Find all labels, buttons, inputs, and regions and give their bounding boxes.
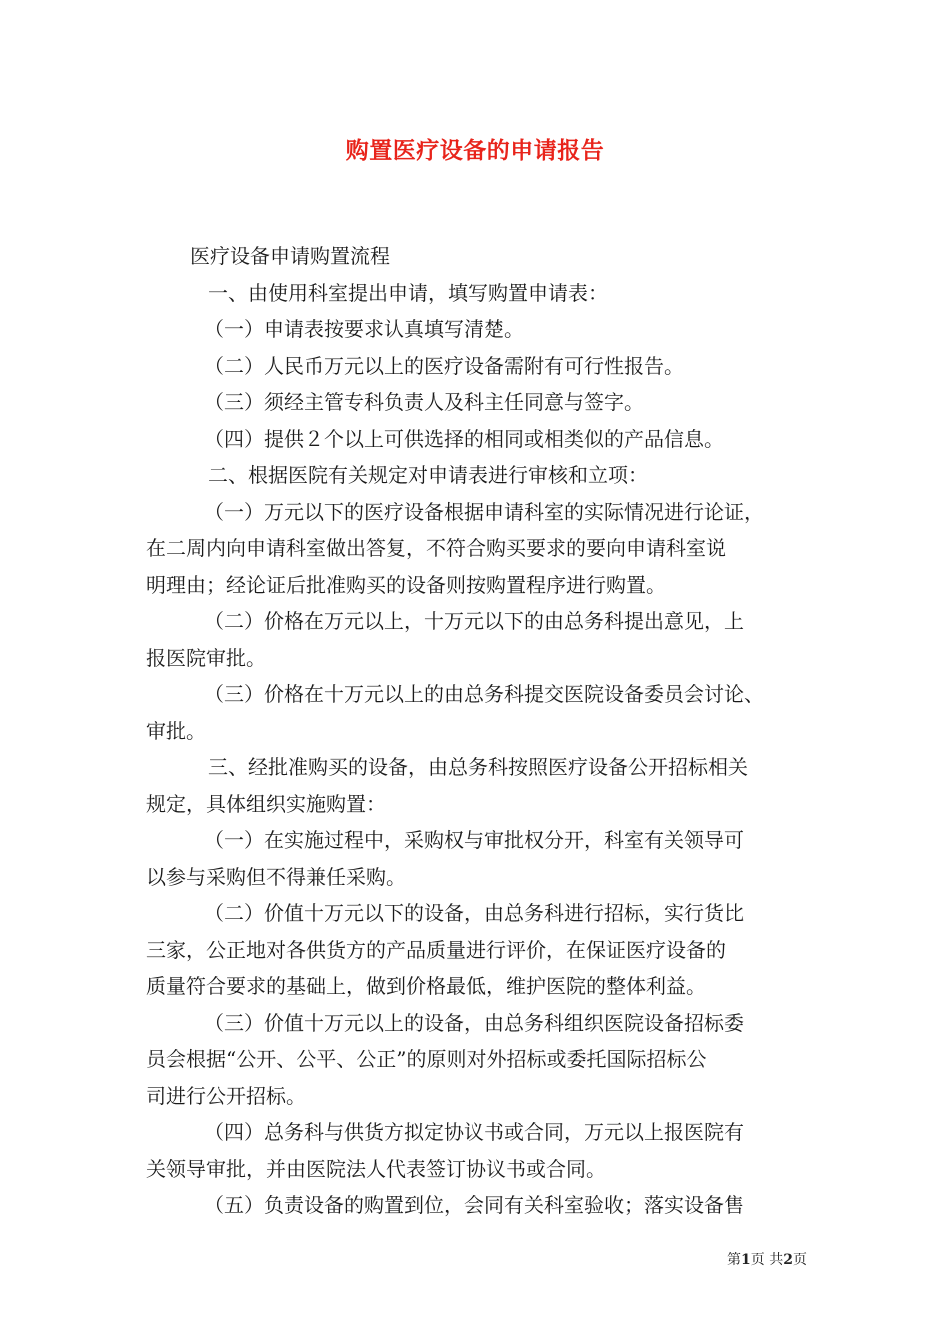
paragraph-line: （二）价值十万元以下的设备，由总务科进行招标，实行货比 (204, 901, 744, 925)
paragraph-line: （二）人民币万元以上的医疗设备需附有可行性报告。 (204, 353, 684, 378)
document-body (146, 238, 826, 1224)
paragraph-line: （四）总务科与供货方拟定协议书或合同，万元以上报医院有 (204, 1120, 744, 1144)
footer-suffix: 页 (793, 1252, 807, 1268)
paragraph-line: 规定，具体组织实施购置： (146, 791, 386, 816)
paragraph-line: 以参与采购但不得兼任采购。 (146, 864, 406, 889)
paragraph-line: 质量符合要求的基础上，做到价格最低，维护医院的整体利益。 (146, 974, 706, 998)
paragraph-line: 关领导审批，并由医院法人代表签订协议书或合同。 (146, 1156, 606, 1181)
footer-prefix: 第 (727, 1252, 742, 1268)
paragraph-line: 司进行公开招标。 (146, 1083, 306, 1108)
paragraph-line: （四）提供２个以上可供选择的相同或相类似的产品信息。 (204, 426, 724, 451)
paragraph-line: （三）价格在十万元以上的由总务科提交医院设备委员会讨论、 (204, 682, 764, 706)
page-footer (727, 1249, 807, 1269)
paragraph-line: 明理由；经论证后批准购买的设备则按购置程序进行购置。 (146, 572, 666, 597)
section-heading: 医疗设备申请购置流程 (190, 244, 390, 268)
current-page-number: 1 (741, 1252, 751, 1268)
paragraph-line: 三家，公正地对各供货方的产品质量进行评价，在保证医疗设备的 (146, 937, 726, 962)
paragraph-line: 员会根据“公开、公平、公正”的原则对外招标或委托国际招标公 (146, 1047, 707, 1071)
paragraph-line: （五）负责设备的购置到位，会同有关科室验收；落实设备售 (204, 1193, 744, 1217)
paragraph-line: （一）申请表按要求认真填写清楚。 (204, 317, 524, 341)
paragraph-line: 在二周内向申请科室做出答复，不符合购买要求的要向申请科室说 (146, 536, 726, 560)
paragraph-line: 三、经批准购买的设备，由总务科按照医疗设备公开招标相关 (208, 755, 748, 779)
paragraph-line: 二、根据医院有关规定对申请表进行审核和立项： (208, 463, 648, 487)
total-page-number: 2 (783, 1252, 793, 1268)
footer-middle: 页 共 (750, 1252, 784, 1268)
paragraph-line: （三）价值十万元以上的设备，由总务科组织医院设备招标委 (204, 1010, 744, 1035)
paragraph-line: 报医院审批。 (146, 645, 266, 670)
document-title: 购置医疗设备的申请报告 (345, 137, 605, 164)
paragraph-line: （三）须经主管专科负责人及科主任同意与签字。 (204, 390, 644, 414)
paragraph-line: （二）价格在万元以上，十万元以下的由总务科提出意见，上 (204, 609, 744, 633)
paragraph-line: （一）在实施过程中，采购权与审批权分开，科室有关领导可 (204, 828, 744, 852)
paragraph-line: 审批。 (146, 718, 206, 743)
paragraph-line: （一）万元以下的医疗设备根据申请科室的实际情况进行论证， (204, 499, 764, 524)
paragraph-line: 一、由使用科室提出申请，填写购置申请表： (208, 280, 608, 305)
